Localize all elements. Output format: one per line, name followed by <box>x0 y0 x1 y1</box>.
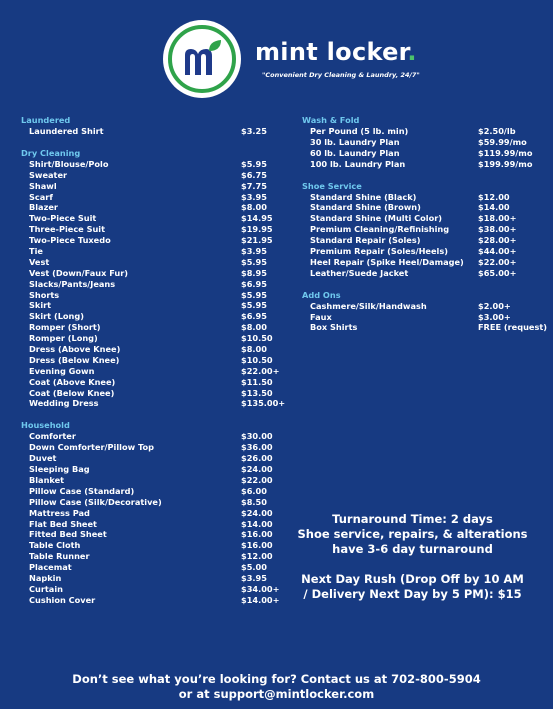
item-name: Romper (Long) <box>29 333 98 344</box>
item-name: Two-Piece Suit <box>29 213 97 224</box>
price-row <box>21 497 286 508</box>
price-row <box>21 377 286 388</box>
price-row <box>21 192 286 203</box>
price-row <box>21 508 286 519</box>
item-name: Fitted Bed Sheet <box>29 529 107 540</box>
item-price: $3.95 <box>241 191 267 202</box>
item-name: Faux <box>310 311 332 322</box>
rush-line: Next Day Rush (Drop Off by 10 AM <box>301 572 524 586</box>
item-name: Slacks/Pants/Jeans <box>29 278 116 289</box>
price-row <box>21 366 286 377</box>
item-price: $59.99/mo <box>478 136 527 147</box>
price-row <box>21 529 286 540</box>
item-price: $3.25 <box>241 126 267 136</box>
item-price: $22.00 <box>241 474 273 485</box>
item-price: $3.00+ <box>478 311 511 322</box>
brand-wordmark <box>255 38 417 66</box>
rush-note <box>290 572 535 602</box>
item-price: $16.00 <box>241 540 273 551</box>
item-price: FREE (request) <box>477 322 547 333</box>
item-price: $44.00+ <box>478 246 517 257</box>
item-name: Dress (Above Knee) <box>29 344 121 355</box>
item-price: $6.95 <box>241 278 267 289</box>
price-row <box>21 224 286 235</box>
item-name: Shirt/Blouse/Polo <box>29 158 109 169</box>
price-row <box>302 159 547 170</box>
contact-email-line: or at support@mintlocker.com <box>178 687 375 701</box>
item-name: Table Runner <box>29 551 90 562</box>
item-name: Curtain <box>29 583 63 594</box>
section-title-household: Household <box>21 420 70 431</box>
item-name: Vest <box>29 256 50 267</box>
item-name: 30 lb. Laundry Plan <box>310 136 400 147</box>
item-name: Box Shirts <box>310 322 358 333</box>
item-price: $5.95 <box>241 256 267 267</box>
price-row <box>21 442 286 453</box>
item-price: $28.00+ <box>478 235 517 246</box>
item-name: Evening Gown <box>29 365 95 376</box>
item-price: $22.00+ <box>478 256 517 267</box>
price-row <box>21 246 286 257</box>
brand-name: mint locker <box>255 38 408 66</box>
price-row <box>21 257 286 268</box>
item-price: $3.95 <box>241 572 267 583</box>
item-price: $65.00+ <box>478 267 517 278</box>
item-name: Romper (Short) <box>29 322 101 333</box>
item-name: Pillow Case (Silk/Decorative) <box>29 496 162 507</box>
item-price: $2.50/lb <box>478 126 516 136</box>
item-name: Pillow Case (Standard) <box>29 485 135 496</box>
item-name: Napkin <box>29 572 62 583</box>
item-name: Standard Shine (Black) <box>310 191 417 202</box>
item-name: Blanket <box>29 474 65 485</box>
item-price: $36.00 <box>241 442 273 453</box>
brand-tagline: "Convenient Dry Cleaning & Laundry, 24/7" <box>262 71 420 79</box>
price-row <box>302 301 547 312</box>
item-name: Dress (Below Knee) <box>29 354 120 365</box>
price-row <box>21 202 286 213</box>
price-row <box>21 279 286 290</box>
price-row <box>21 431 286 442</box>
price-row <box>21 540 286 551</box>
item-name: Sweater <box>29 169 68 180</box>
item-price: $3.95 <box>241 246 267 257</box>
item-name: Skirt <box>29 300 52 311</box>
rush-line: / Delivery Next Day by 5 PM): $15 <box>303 587 522 601</box>
item-name: Heel Repair (Spike Heel/Damage) <box>310 256 464 267</box>
price-row <box>21 159 286 170</box>
turnaround-line: have 3-6 day turnaround <box>332 542 493 556</box>
price-row <box>21 584 286 595</box>
price-row <box>21 181 286 192</box>
item-price: $119.99/mo <box>478 147 533 158</box>
item-name: Cushion Cover <box>29 594 96 605</box>
price-row <box>21 388 286 399</box>
item-name: Standard Shine (Multi Color) <box>310 213 443 224</box>
item-price: $18.00+ <box>478 213 517 224</box>
item-price: $21.95 <box>241 235 273 246</box>
item-price: $10.50 <box>241 333 273 344</box>
item-price: $135.00+ <box>241 398 286 409</box>
price-row <box>302 148 547 159</box>
contact-footer <box>0 672 553 702</box>
price-row <box>302 257 547 268</box>
item-name: Cashmere/Silk/Handwash <box>310 300 427 311</box>
section-title-wash-fold: Wash & Fold <box>302 115 360 125</box>
item-price: $12.00 <box>241 551 273 562</box>
item-name: 60 lb. Laundry Plan <box>310 147 400 158</box>
price-row <box>302 246 547 257</box>
item-name: Premium Cleaning/Refinishing <box>310 224 450 235</box>
item-name: Duvet <box>29 453 57 464</box>
item-name: Coat (Above Knee) <box>29 376 116 387</box>
section-title-shoe-service: Shoe Service <box>302 180 362 191</box>
price-row <box>21 126 286 137</box>
item-price: $10.50 <box>241 354 273 365</box>
item-name: 100 lb. Laundry Plan <box>310 158 406 169</box>
turnaround-line: Shoe service, repairs, & alterations <box>297 527 528 541</box>
section-spacer <box>302 279 547 290</box>
item-price: $199.99/mo <box>478 158 533 169</box>
price-row <box>302 137 547 148</box>
item-price: $16.00 <box>241 529 273 540</box>
item-price: $13.50 <box>241 387 273 398</box>
price-row <box>302 268 547 279</box>
item-price: $8.00 <box>241 322 267 333</box>
item-name: Leather/Suede Jacket <box>310 267 409 278</box>
price-row <box>21 486 286 497</box>
price-row <box>302 235 547 246</box>
item-name: Scarf <box>29 191 53 202</box>
item-price: $19.95 <box>241 224 273 235</box>
price-row <box>21 519 286 530</box>
item-price: $24.00 <box>241 464 273 475</box>
price-row <box>21 562 286 573</box>
price-row <box>21 573 286 584</box>
item-name: Two-Piece Tuxedo <box>29 235 111 246</box>
item-name: Standard Repair (Soles) <box>310 235 421 246</box>
price-row <box>302 224 547 235</box>
price-row <box>302 312 547 323</box>
logo-ring <box>168 25 236 93</box>
item-name: Laundered Shirt <box>29 126 104 136</box>
item-name: Shorts <box>29 289 60 300</box>
item-name: Shawl <box>29 180 57 191</box>
price-row <box>21 268 286 279</box>
item-name: Wedding Dress <box>29 398 99 409</box>
price-row <box>21 453 286 464</box>
item-price: $14.00 <box>241 518 273 529</box>
price-row <box>21 344 286 355</box>
price-row <box>21 290 286 301</box>
item-price: $6.75 <box>241 169 267 180</box>
item-name: Per Pound (5 lb. min) <box>310 126 409 136</box>
item-name: Standard Shine (Brown) <box>310 202 421 213</box>
brand-header <box>0 8 553 108</box>
section-spacer <box>21 409 286 420</box>
item-price: $7.75 <box>241 180 267 191</box>
item-price: $14.00+ <box>241 594 280 605</box>
item-price: $30.00 <box>241 431 273 442</box>
price-row <box>21 170 286 181</box>
item-price: $8.95 <box>241 267 267 278</box>
price-row <box>302 192 547 203</box>
price-row <box>21 333 286 344</box>
mint-leaf-m-icon <box>179 39 225 79</box>
item-name: Placemat <box>29 562 72 573</box>
item-price: $5.00 <box>241 562 267 573</box>
price-row <box>21 551 286 562</box>
contact-line: Don’t see what you’re looking for? Contact us at 702-800-5904 <box>72 672 481 686</box>
section-spacer <box>302 170 547 181</box>
item-name: Flat Bed Sheet <box>29 518 97 529</box>
item-name: Three-Piece Suit <box>29 224 106 235</box>
item-name: Premium Repair (Soles/Heels) <box>310 246 448 257</box>
price-row <box>21 322 286 333</box>
item-price: $8.00 <box>241 344 267 355</box>
price-row <box>21 464 286 475</box>
item-price: $11.50 <box>241 376 273 387</box>
price-row <box>21 595 286 606</box>
item-name: Vest (Down/Faux Fur) <box>29 267 129 278</box>
item-price: $34.00+ <box>241 583 280 594</box>
item-price: $12.00 <box>478 191 510 202</box>
item-name: Sleeping Bag <box>29 464 90 475</box>
item-name: Coat (Below Knee) <box>29 387 115 398</box>
item-price: $8.00 <box>241 202 267 213</box>
item-price: $5.95 <box>241 289 267 300</box>
item-name: Mattress Pad <box>29 507 90 518</box>
item-price: $2.00+ <box>478 300 511 311</box>
price-row <box>21 398 286 409</box>
price-row <box>21 213 286 224</box>
price-row <box>21 311 286 322</box>
price-column-right <box>302 115 547 333</box>
item-price: $22.00+ <box>241 365 280 376</box>
turnaround-line: Turnaround Time: 2 days <box>332 512 493 526</box>
item-name: Down Comforter/Pillow Top <box>29 442 154 453</box>
price-row <box>302 126 547 137</box>
section-title-dry-cleaning: Dry Cleaning <box>21 147 81 158</box>
item-price: $5.95 <box>241 300 267 311</box>
item-price: $14.00 <box>478 202 510 213</box>
item-price: $8.50 <box>241 496 267 507</box>
brand-dot: . <box>407 38 417 66</box>
item-name: Tie <box>29 246 43 257</box>
item-price: $38.00+ <box>478 224 517 235</box>
item-price: $14.95 <box>241 213 273 224</box>
item-name: Comforter <box>29 431 76 442</box>
item-price: $6.00 <box>241 485 267 496</box>
item-name: Skirt (Long) <box>29 311 84 322</box>
item-price: $5.95 <box>241 158 267 169</box>
item-name: Blazer <box>29 202 58 213</box>
turnaround-note <box>290 512 535 557</box>
item-price: $24.00 <box>241 507 273 518</box>
price-row <box>21 475 286 486</box>
price-row <box>21 235 286 246</box>
price-row <box>21 300 286 311</box>
section-title-laundered: Laundered <box>21 115 71 125</box>
price-row <box>21 355 286 366</box>
section-title-add-ons: Add Ons <box>302 289 341 300</box>
logo-badge <box>163 20 241 98</box>
price-column-left <box>21 115 286 606</box>
price-row <box>302 213 547 224</box>
price-row <box>302 322 547 333</box>
item-price: $6.95 <box>241 311 267 322</box>
item-name: Table Cloth <box>29 540 81 551</box>
price-row <box>302 202 547 213</box>
item-price: $26.00 <box>241 453 273 464</box>
section-spacer <box>21 137 286 148</box>
